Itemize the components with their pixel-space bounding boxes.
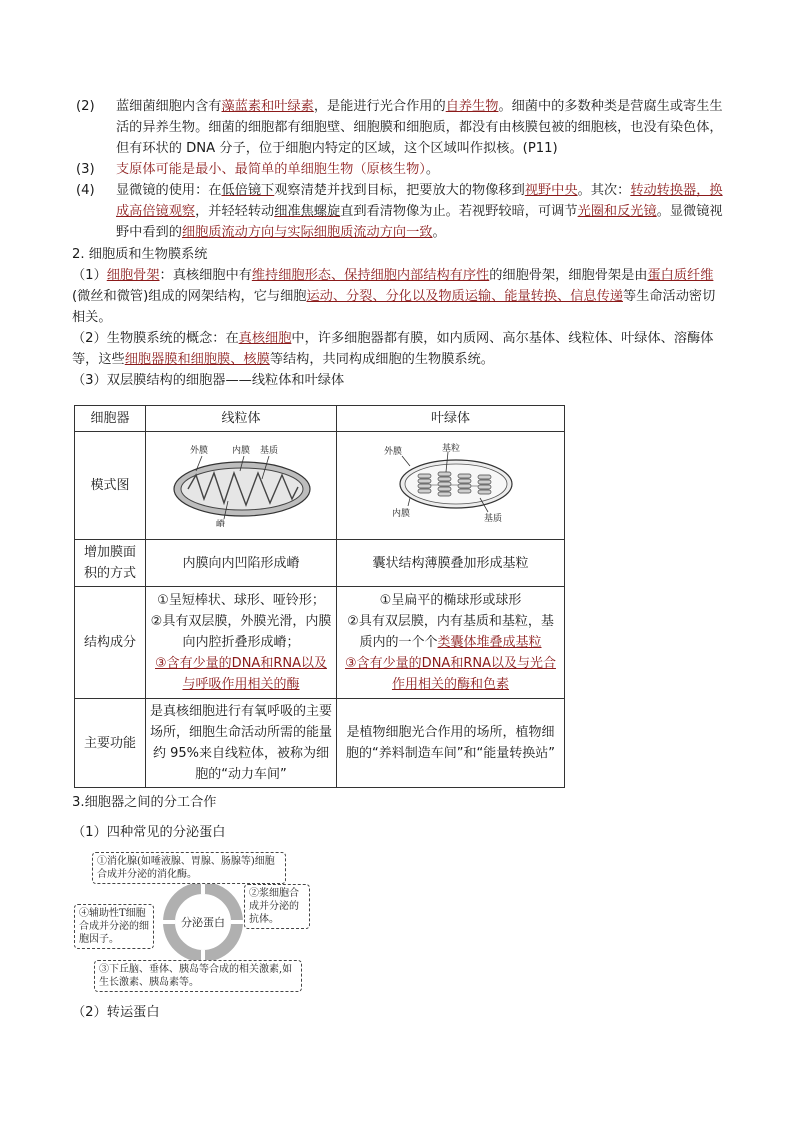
chloro-label-outer: 外膜 <box>383 447 402 457</box>
structure-line: ②具有双层膜，内有基质和基粒，基质内的一个个类囊体堆叠成基粒 <box>347 614 554 650</box>
structure-line: ①呈短棒状、球形、哑铃形； <box>157 593 325 608</box>
section-3-heading: 3.细胞器之间的分工合作 <box>72 795 217 810</box>
chloro-label-granum: 基粒 <box>441 444 460 454</box>
digestive-enzyme-box: ①消化腺(如唾液腺、胃腺、肠腺等)细胞合成并分泌的消化酶。 <box>92 852 286 884</box>
mito-structure-cell <box>146 587 337 699</box>
structure-line: ③含有少量的DNA和RNA以及与光合作用相关的酶和色素 <box>345 656 556 692</box>
biomembrane-paragraph: （2）生物膜系统的概念：在真核细胞中，许多细胞器都有膜，如内质网、高尔基体、线粒体、叶绿体、溶酶体等，这些细胞器膜和细胞膜、核膜等结构，共同构成细胞的生物膜系统。 <box>72 331 714 367</box>
item-text: 蓝细菌细胞内含有藻蓝素和叶绿素，是能进行光合作用的自养生物。细菌中的多数种类是营腐生或寄生生活的异养生物。细菌的细胞都有细胞壁、细胞膜和细胞质，都没有由核膜包被的细胞核，也没有染色体，但有环状的 DNA 分子，位于细胞内特定的区域，这个区域叫作拟核。(P11) <box>116 99 723 156</box>
section-2 <box>72 244 724 391</box>
antibody-box: ②浆细胞合成并分泌的抗体。 <box>244 884 310 929</box>
list-section-1 <box>72 96 724 243</box>
chloro-label-inner: 内膜 <box>391 509 410 519</box>
row-label: 增加膜面积的方式 <box>75 540 146 587</box>
chloro-cell: 囊状结构薄膜叠加形成基粒 <box>337 540 565 587</box>
row-label: 结构成分 <box>75 587 146 699</box>
table-row <box>75 432 565 540</box>
chloro-structure-cell <box>337 587 565 699</box>
hormone-box: ③下丘脑、垂体、胰岛等合成的相关激素,如生长激素、胰岛素等。 <box>94 960 302 992</box>
list-item-3 <box>72 159 724 180</box>
mito-label-inner: 内膜 <box>232 446 251 456</box>
cytokine-box: ④辅助性T细胞合成并分泌的细胞因子。 <box>74 904 154 949</box>
structure-line: ②具有双层膜，外膜光滑，内膜向内腔折叠形成嵴； <box>150 614 332 650</box>
table-header-cell: 线粒体 <box>146 406 337 432</box>
row-label: 主要功能 <box>75 699 146 788</box>
secreted-protein-diagram <box>74 848 314 996</box>
mito-label-outer: 外膜 <box>190 446 209 456</box>
chloro-function-cell: 是植物细胞光合作用的场所，植物细胞的“养料制造车间”和“能量转换站” <box>337 699 565 788</box>
row-label: 模式图 <box>75 432 146 540</box>
item-number: (4) <box>76 183 95 198</box>
structure-line: ③含有少量的DNA和RNA以及与呼吸作用相关的酶 <box>155 656 327 692</box>
transport-protein-heading: （2）转运蛋白 <box>72 1005 160 1020</box>
chloroplast-diagram-cell <box>337 432 565 540</box>
diagram-center-label: 分泌蛋白 <box>181 916 225 929</box>
item-number: (2) <box>76 99 95 114</box>
structure-line: ①呈扁平的椭球形或球形 <box>379 593 522 608</box>
table-header-cell: 细胞器 <box>75 406 146 432</box>
table-row <box>75 540 565 587</box>
item-text: 显微镜的使用：在低倍镜下观察清楚并找到目标，把要放大的物像移到视野中央。其次：转动转换器，换成高倍镜观察，并轻轻转动细准焦螺旋直到看清物像为止。若视野较暗，可调节光圈和反光镜。显微镜视野中看到的细胞质流动方向与实际细胞质流动方向一致。 <box>116 183 723 240</box>
chloro-label-stroma: 基质 <box>483 514 502 522</box>
table-header-row <box>75 406 565 432</box>
mito-label-crista: 嵴 <box>216 520 226 527</box>
mitochondria-diagram <box>166 437 316 527</box>
cytoskeleton-paragraph: （1）细胞骨架：真核细胞中有维持细胞形态、保持细胞内部结构有序性的细胞骨架，细胞骨架是由蛋白质纤维(微丝和微管)组成的网架结构，它与细胞运动、分裂、分化以及物质运输、能量转换、信息传递等生命活动密切相关。 <box>72 268 716 325</box>
item-text: 支原体可能是最小、最简单的单细胞生物（原核生物）。 <box>116 162 440 177</box>
section-2-heading: 2. 细胞质和生物膜系统 <box>72 247 208 262</box>
list-item-4 <box>72 180 724 243</box>
table-header-cell: 叶绿体 <box>337 406 565 432</box>
mitochondria-diagram-cell <box>146 432 337 540</box>
item-number: (3) <box>76 162 95 177</box>
organelle-table <box>74 405 565 788</box>
secreted-protein-heading: （1）四种常见的分泌蛋白 <box>72 825 226 840</box>
double-membrane-heading: （3）双层膜结构的细胞器——线粒体和叶绿体 <box>72 373 345 388</box>
mito-label-matrix: 基质 <box>260 446 279 456</box>
table-row <box>75 587 565 699</box>
list-item-2 <box>72 96 724 159</box>
chloroplast-diagram <box>376 442 526 522</box>
mito-cell: 内膜向内凹陷形成嵴 <box>146 540 337 587</box>
table-row <box>75 699 565 788</box>
mito-function-cell: 是真核细胞进行有氧呼吸的主要场所，细胞生命活动所需的能量约 95%来自线粒体，被称为细胞的“动力车间” <box>146 699 337 788</box>
